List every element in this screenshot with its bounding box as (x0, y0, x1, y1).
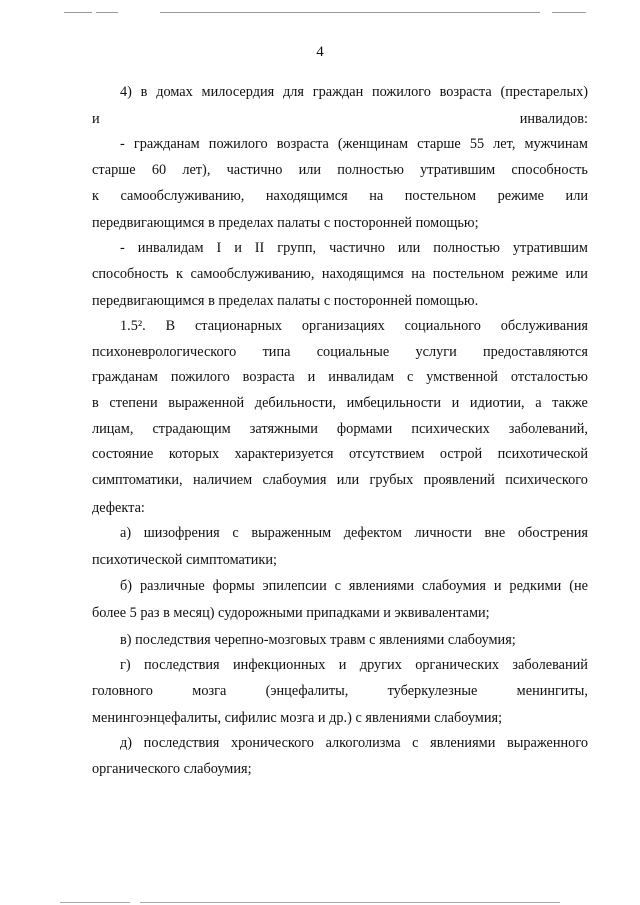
scan-mark (64, 12, 92, 13)
word: идиотии, (469, 395, 525, 412)
word: степени (109, 395, 158, 412)
scan-mark (160, 12, 540, 13)
word: личности (414, 525, 472, 542)
word: I (216, 240, 222, 257)
word: пожилого (170, 369, 230, 386)
word: находящимся (321, 265, 404, 282)
word: старше (417, 136, 461, 153)
word: обслуживания (500, 318, 588, 335)
text-line (92, 706, 588, 732)
word: в (140, 84, 148, 100)
word: психических (411, 420, 490, 437)
word: и (451, 395, 460, 412)
word: милосердия (201, 84, 275, 100)
word: утратившим (420, 162, 496, 179)
word: б) (120, 577, 133, 594)
word: редкими (509, 577, 562, 594)
word: и (493, 577, 502, 594)
word: инфекционных (233, 657, 326, 674)
document-body (92, 80, 588, 783)
text-line (92, 496, 588, 522)
text-line (92, 757, 588, 783)
word: психоневрологического (92, 343, 237, 360)
page-number: 4 (316, 44, 324, 60)
word: лет, (493, 136, 516, 153)
word: для (282, 84, 304, 100)
text-line (92, 184, 588, 210)
text-line (92, 365, 588, 391)
word: гражданам (92, 369, 158, 386)
text-line (92, 653, 588, 679)
word: В (165, 318, 176, 335)
text-line (92, 548, 588, 574)
word: менингоэнцефалиты, сифилис мозга и др.) с явлениями слабоумия; (92, 709, 503, 726)
word: и (307, 369, 316, 386)
word: последствия (143, 735, 220, 752)
word: которых (168, 446, 220, 463)
word: утратившим (512, 240, 588, 257)
word: инвалидов: (519, 110, 588, 127)
word: II (254, 240, 265, 257)
word: (энцефалиты, (265, 682, 349, 699)
word: с (406, 369, 414, 386)
word: а (535, 395, 542, 412)
word: лет), (182, 162, 211, 179)
scan-mark (140, 902, 560, 903)
word: органического слабоумия; (92, 761, 252, 778)
word: 1.5². (120, 318, 146, 335)
word: менингиты, (516, 682, 588, 699)
word: слабоумия (422, 577, 486, 594)
word: предоставляются (483, 343, 588, 360)
word: гражданам (133, 136, 200, 153)
word: явлениями (430, 735, 496, 752)
word: полностью (433, 240, 500, 257)
word: 4) (120, 84, 132, 100)
word: - (120, 136, 125, 153)
word: пожилого (208, 136, 268, 153)
text-line (92, 289, 588, 315)
text-line (92, 158, 588, 184)
word: в) последствия черепно-мозговых травм с явлениями слабоумия; (120, 631, 516, 648)
word: граждан (312, 84, 364, 100)
word: (престарелых) (500, 84, 588, 100)
word: полностью (337, 162, 404, 179)
word: и (338, 657, 347, 674)
word: хронического (230, 735, 314, 752)
word: социального (404, 318, 481, 335)
word: а) (120, 525, 132, 542)
word: формы (212, 577, 255, 594)
word: инвалидам (137, 240, 204, 257)
word: способность (511, 162, 588, 179)
text-line (92, 391, 588, 417)
word: типа (262, 343, 291, 360)
word: самообслуживанию, (120, 187, 245, 204)
scan-mark (552, 12, 586, 13)
word: постельном (404, 187, 477, 204)
text-line (92, 628, 588, 654)
word: к (176, 265, 183, 282)
word: на (369, 187, 384, 204)
word: последствия (144, 657, 220, 674)
word: или (565, 265, 588, 282)
word: головного (92, 682, 153, 699)
word: формами (336, 420, 393, 437)
word: пожилого (371, 84, 431, 100)
word: возраста (439, 84, 492, 100)
word: мужчинам (524, 136, 588, 153)
word: услуги (415, 343, 457, 360)
word: или (565, 187, 588, 204)
text-line (92, 731, 588, 757)
word: на (411, 265, 426, 282)
text-line (92, 80, 588, 106)
scan-edge-top (0, 0, 640, 16)
text-line (92, 262, 588, 288)
word: слабоумия (262, 471, 327, 488)
word: с (412, 735, 419, 752)
word: старше (92, 162, 136, 179)
word: туберкулезные (387, 682, 478, 699)
text-line (92, 132, 588, 158)
word: острой (439, 446, 483, 463)
word: наличием (192, 471, 253, 488)
text-line (92, 521, 588, 547)
word: психотической симптоматики; (92, 552, 277, 569)
text-line (92, 574, 588, 600)
word: или (397, 240, 421, 257)
text-line (92, 601, 588, 627)
word: также (552, 395, 588, 412)
word: возраста (242, 369, 295, 386)
word: заболеваний, (508, 420, 588, 437)
text-line (92, 468, 588, 494)
word: (женщинам (337, 136, 409, 153)
word: частично (226, 162, 283, 179)
word: - (120, 240, 125, 257)
word: дебильности, (254, 395, 336, 412)
word: и (92, 110, 100, 127)
word: передвигающимся в пределах палаты с посторонней помощью; (92, 214, 479, 231)
word: алкоголизма (325, 735, 401, 752)
word: вне (484, 525, 506, 542)
word: имбецильности (346, 395, 442, 412)
word: с (232, 525, 239, 542)
word: психотической (497, 446, 588, 463)
word: частично (329, 240, 385, 257)
word: различные (139, 577, 205, 594)
word: дефектом (343, 525, 402, 542)
word: проявлений (423, 471, 495, 488)
word: лицам, (92, 420, 134, 437)
text-line (92, 442, 588, 468)
word: страдающим (152, 420, 231, 437)
word: обострения (517, 525, 588, 542)
text-line (92, 340, 588, 366)
word: заболеваний (512, 657, 588, 674)
word: групп, (277, 240, 317, 257)
word: дефекта: (92, 499, 145, 516)
word: мозга (192, 682, 227, 699)
word: шизофрения (143, 525, 220, 542)
word: органических (415, 657, 500, 674)
word: характеризуется (234, 446, 334, 463)
text-line (92, 236, 588, 262)
text-line (92, 417, 588, 443)
word: умственной (426, 369, 498, 386)
word: выраженной (168, 395, 245, 412)
word: отсутствием (348, 446, 425, 463)
word: или (298, 162, 322, 179)
word: выраженным (251, 525, 332, 542)
word: стационарных (194, 318, 283, 335)
word: социальные (316, 343, 390, 360)
word: других (359, 657, 402, 674)
word: г) (120, 657, 131, 674)
word: грубых (369, 471, 414, 488)
word: постельном (432, 265, 505, 282)
word: инвалидам (328, 369, 395, 386)
word: отсталостью (510, 369, 588, 386)
text-line (92, 211, 588, 237)
word: 60 (151, 162, 167, 179)
word: с (334, 577, 341, 594)
word: в (92, 395, 99, 412)
word: 55 (469, 136, 485, 153)
text-line (92, 679, 588, 705)
scan-edge-bottom (0, 897, 640, 905)
word: затяжными (249, 420, 318, 437)
word: находящимся (265, 187, 348, 204)
word: и (234, 240, 242, 257)
word: состояние (92, 446, 154, 463)
word: самообслуживанию, (190, 265, 315, 282)
text-line (92, 107, 588, 133)
text-line (92, 314, 588, 340)
word: домах (156, 84, 193, 100)
word: возраста (276, 136, 329, 153)
word: организациях (301, 318, 385, 335)
word: способность (92, 265, 169, 282)
word: психического (505, 471, 588, 488)
scan-mark (96, 12, 118, 13)
word: режиме (497, 187, 545, 204)
word: (не (569, 577, 588, 594)
word: передвигающимся в пределах палаты с посторонней помощью. (92, 292, 479, 309)
scan-mark (60, 902, 130, 903)
word: д) (120, 735, 133, 752)
word: эпилепсии (262, 577, 327, 594)
word: или (336, 471, 360, 488)
word: режиме (511, 265, 558, 282)
word: к (92, 187, 99, 204)
word: выраженного (506, 735, 588, 752)
word: явлениями (348, 577, 415, 594)
word: симптоматики, (92, 471, 183, 488)
word: более 5 раз в месяц) судорожными припадками и эквивалентами; (92, 604, 490, 621)
